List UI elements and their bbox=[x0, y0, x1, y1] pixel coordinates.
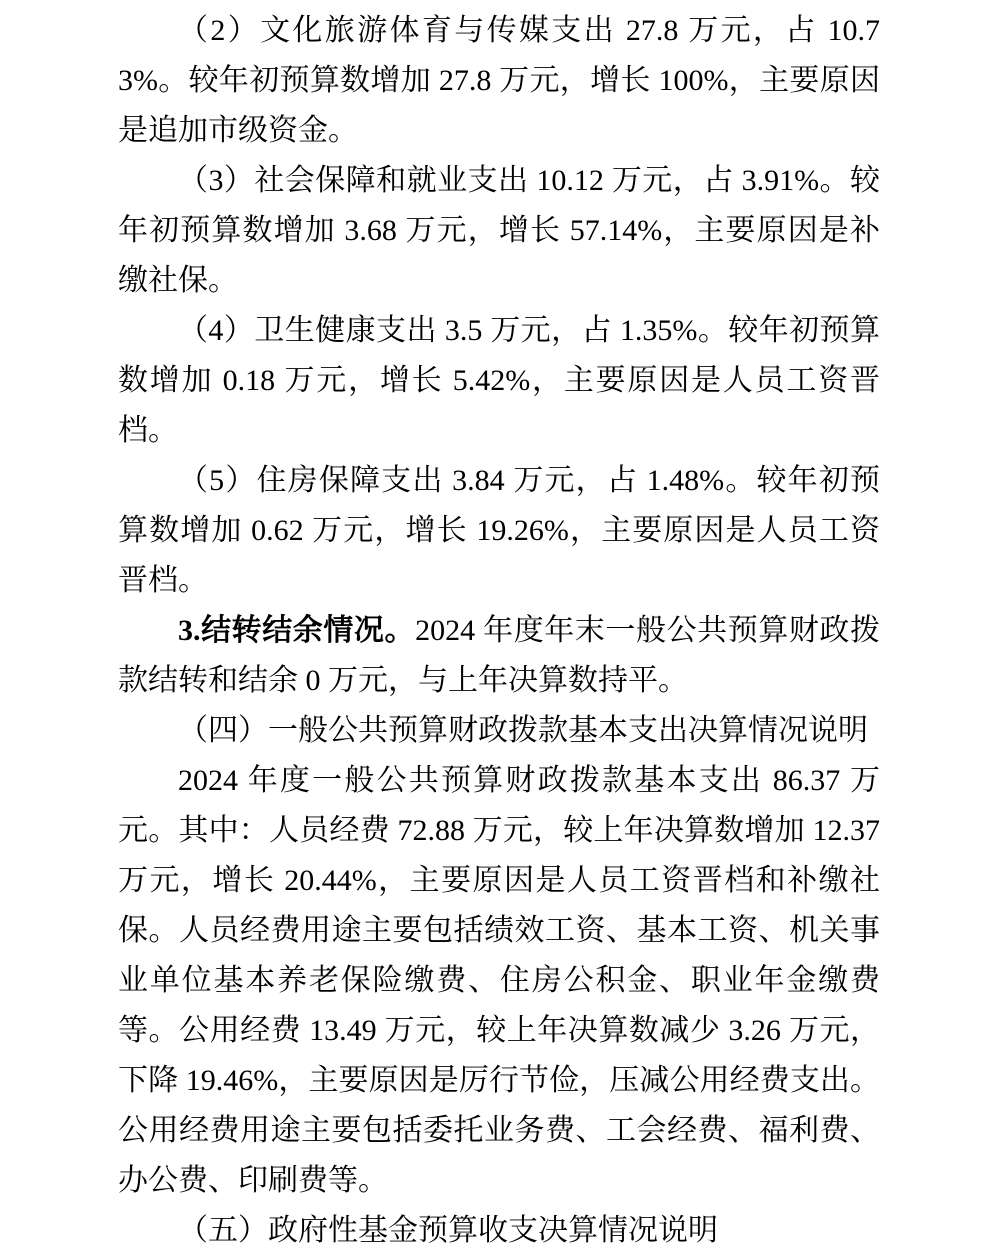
paragraph-expenditure-health: （4）卫生健康支出 3.5 万元，占 1.35%。较年初预算数增加 0.18 万元，增长 5.42%，主要原因是人员工资晋档。 bbox=[118, 314, 880, 447]
paragraph-expenditure-housing: （5）住房保障支出 3.84 万元，占 1.48%。较年初预算数增加 0.62 万元，增长 19.26%，主要原因是人员工资晋档。 bbox=[118, 464, 880, 597]
carryover-balance-lead: 3.结转结余情况。 bbox=[178, 614, 416, 647]
heading-section-five-government-funds: （五）政府性基金预算收支决算情况说明 bbox=[178, 1214, 718, 1247]
paragraph-basic-expenditure-detail: 2024 年度一般公共预算财政拨款基本支出 86.37 万元。其中：人员经费 72.88 万元，较上年决算数增加 12.37 万元，增长 20.44%，主要原因是人员工资晋档和补缴社保。人员经费用途主要包括绩效工资、基本工资、机关事业单位基本养老保险缴费、住房公积金、职业年金缴费等。公用经费 13.49 万元，较上年决算数减少 3.26 万元，下降 19.46%，主要原因是厉行节俭，压减公用经费支出。公用经费用途主要包括委托业务费、工会经费、福利费、办公费、印刷费等。 bbox=[118, 764, 880, 1197]
paragraph-expenditure-social-security: （3）社会保障和就业支出 10.12 万元，占 3.91%。较年初预算数增加 3.68 万元，增长 57.14%，主要原因是补缴社保。 bbox=[118, 164, 880, 297]
heading-section-four-basic-expenditure: （四）一般公共预算财政拨款基本支出决算情况说明 bbox=[178, 714, 868, 747]
paragraph-carryover-balance bbox=[118, 606, 880, 706]
carryover-balance-text: 2024 年度年末一般公共预算财政拨款结转和结余 0 万元，与上年决算数持平。 bbox=[118, 614, 881, 697]
paragraph-expenditure-culture-tourism: （2）文化旅游体育与传媒支出 27.8 万元，占 10.73%。较年初预算数增加 27.8 万元，增长 100%，主要原因是追加市级资金。 bbox=[118, 14, 880, 147]
